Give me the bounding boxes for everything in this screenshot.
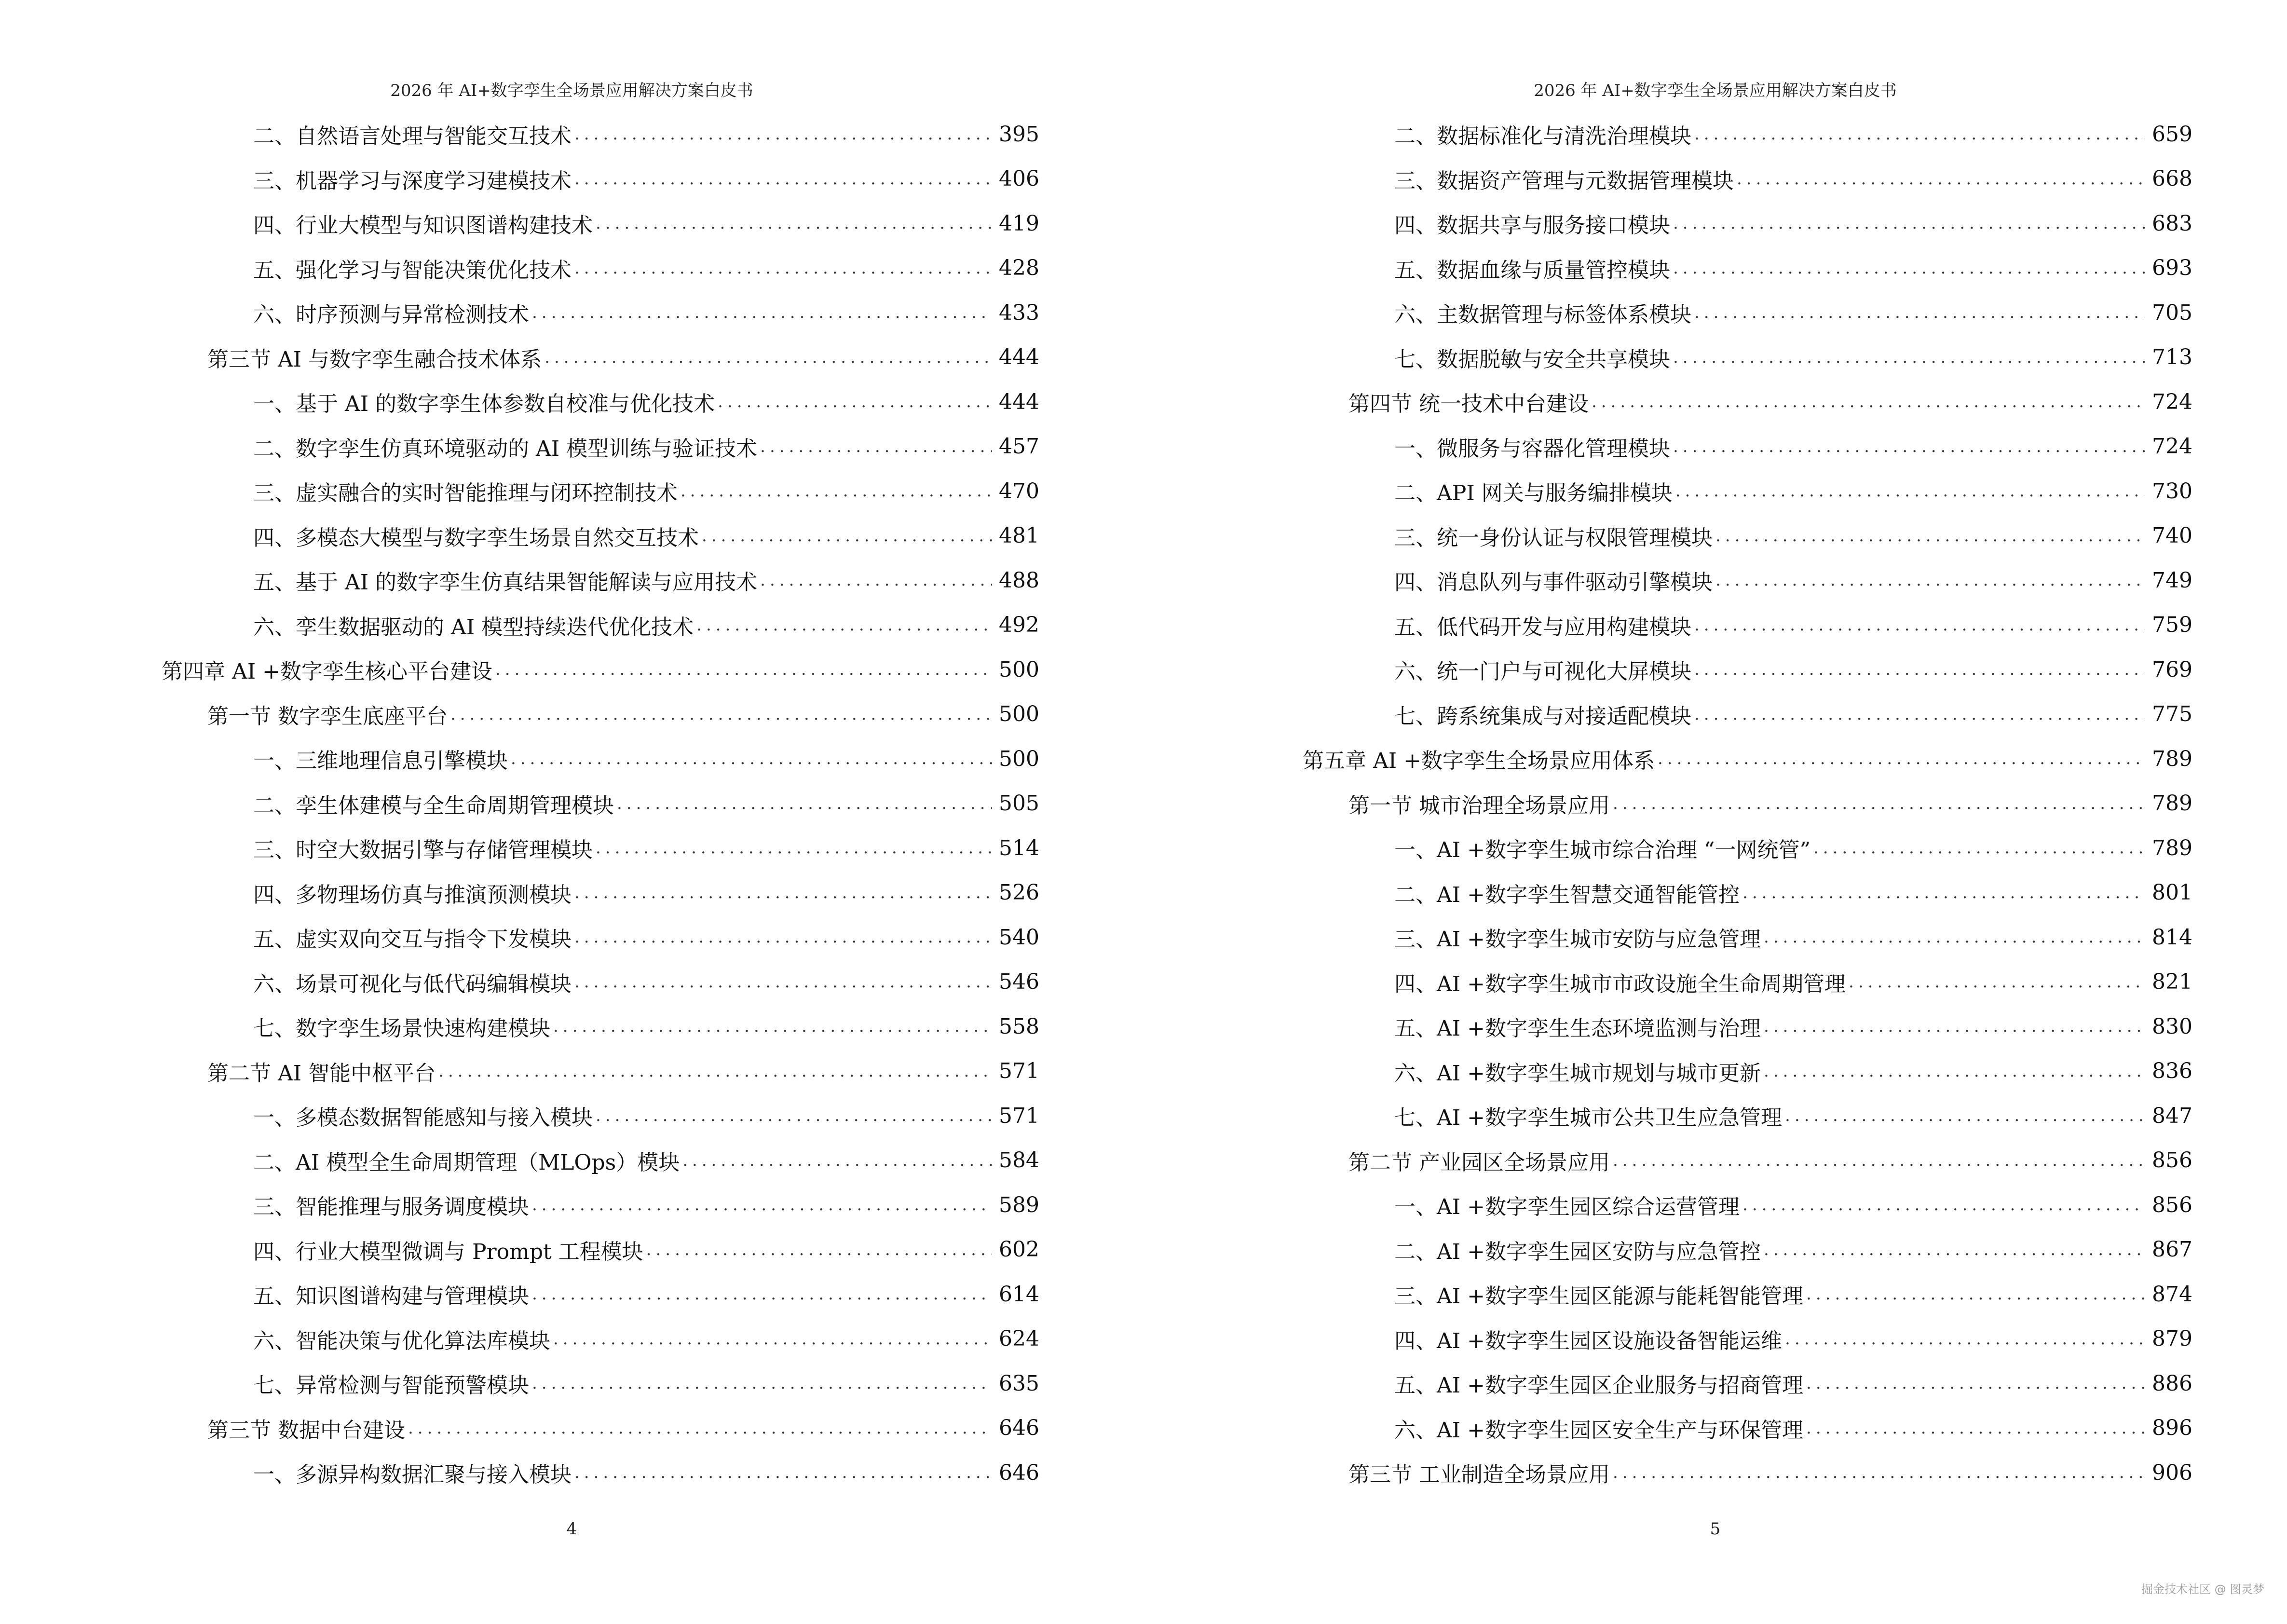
toc-entry-page-number: 789 <box>2152 835 2192 860</box>
toc-entry-title: 四、消息队列与事件驱动引擎模块 <box>1394 570 1713 595</box>
toc-entry-page-number: 584 <box>999 1148 1039 1173</box>
toc-entry[interactable] <box>1303 1406 2192 1451</box>
dot-leader <box>574 124 992 144</box>
dot-leader <box>574 883 992 902</box>
dot-leader <box>760 437 992 456</box>
toc-entry-page-number: 500 <box>999 702 1039 727</box>
toc-entry-title: 七、AI +数字孪生城市公共卫生应急管理 <box>1394 1105 1783 1131</box>
toc-entry[interactable] <box>162 1361 1039 1406</box>
toc-entry-page-number: 821 <box>2152 969 2192 995</box>
toc-entry-title: 六、时序预测与异常检测技术 <box>253 302 529 328</box>
toc-entry[interactable] <box>162 915 1039 960</box>
toc-entry[interactable] <box>162 781 1039 826</box>
dot-leader <box>702 526 992 546</box>
toc-entry-title: 一、AI +数字孪生园区综合运营管理 <box>1394 1195 1740 1220</box>
toc-entry-page-number: 526 <box>999 880 1039 905</box>
toc-entry[interactable] <box>162 1406 1039 1451</box>
toc-entry-title: 第二节 产业园区全场景应用 <box>1348 1150 1610 1175</box>
dot-leader <box>682 1151 992 1170</box>
toc-entry[interactable] <box>162 514 1039 559</box>
toc-entry-title: 三、时空大数据引擎与存储管理模块 <box>253 838 593 863</box>
toc-entry-page-number: 867 <box>2152 1237 2192 1262</box>
dot-leader <box>511 749 992 768</box>
toc-entry-title: 第三节 工业制造全场景应用 <box>1348 1462 1610 1488</box>
dot-leader <box>532 1195 992 1215</box>
dot-leader <box>1764 1017 2145 1036</box>
toc-entry-title: 五、基于 AI 的数字孪生仿真结果智能解读与应用技术 <box>253 570 758 595</box>
toc-entry-page-number: 668 <box>2152 166 2192 191</box>
toc-entry[interactable] <box>162 960 1039 1005</box>
toc-entry-title: 六、统一门户与可视化大屏模块 <box>1394 659 1691 684</box>
toc-entry-page-number: 906 <box>2152 1460 2192 1485</box>
toc-entry-title: 四、AI +数字孪生园区设施设备智能运维 <box>1394 1328 1783 1353</box>
dot-leader <box>1613 1463 2145 1482</box>
toc-entry-page-number: 646 <box>999 1416 1039 1441</box>
toc-entry-page-number: 444 <box>999 345 1039 370</box>
dot-leader <box>596 214 992 233</box>
dot-leader <box>1673 437 2145 456</box>
toc-entry-page-number: 481 <box>999 523 1039 548</box>
toc-entry[interactable] <box>1303 1272 2192 1317</box>
toc-entry-title: 四、多模态大模型与数字孪生场景自然交互技术 <box>253 525 699 550</box>
toc-entry[interactable] <box>1303 558 2192 603</box>
dot-leader <box>532 1284 992 1304</box>
toc-entry-page-number: 492 <box>999 613 1039 638</box>
toc-entry[interactable] <box>1303 781 2192 826</box>
toc-entry-title: 三、数据资产管理与元数据管理模块 <box>1394 168 1734 193</box>
toc-entry[interactable] <box>1303 1049 2192 1094</box>
toc-entry[interactable] <box>1303 424 2192 469</box>
dot-leader <box>646 1240 992 1259</box>
toc-entry-page-number: 457 <box>999 434 1039 459</box>
toc-entry-page-number: 395 <box>999 122 1039 147</box>
toc-entry-page-number: 505 <box>999 791 1039 816</box>
dot-leader <box>545 348 992 367</box>
toc-entry-title: 四、数据共享与服务接口模块 <box>1394 213 1670 238</box>
toc-entry[interactable] <box>162 1272 1039 1317</box>
toc-entry-title: 二、数字孪生仿真环境驱动的 AI 模型训练与验证技术 <box>253 436 758 461</box>
toc-entry-page-number: 500 <box>999 657 1039 682</box>
toc-entry[interactable] <box>1303 960 2192 1005</box>
dot-leader <box>532 1374 992 1393</box>
toc-entry-page-number: 571 <box>999 1103 1039 1128</box>
toc-entry-page-number: 874 <box>2152 1282 2192 1307</box>
toc-entry[interactable] <box>1303 1317 2192 1362</box>
toc-entry[interactable] <box>162 380 1039 424</box>
toc-entry-page-number: 514 <box>999 835 1039 860</box>
dot-leader <box>1694 705 2145 724</box>
toc-entry-title: 三、AI +数字孪生城市安防与应急管理 <box>1394 927 1761 952</box>
toc-entry-title: 六、孪生数据驱动的 AI 模型持续迭代优化技术 <box>253 614 694 640</box>
toc-entry-page-number: 705 <box>2152 300 2192 325</box>
toc-entry-page-number: 886 <box>2152 1371 2192 1396</box>
toc-entry-page-number: 546 <box>999 969 1039 995</box>
toc-entry-title: 第五章 AI +数字孪生全场景应用体系 <box>1303 749 1655 774</box>
toc-entry-page-number: 769 <box>2152 657 2192 682</box>
toc-entry[interactable] <box>1303 469 2192 514</box>
toc-entry[interactable] <box>162 1183 1039 1228</box>
dot-leader <box>574 972 992 992</box>
dot-leader <box>495 660 992 679</box>
toc-entry-title: 二、AI 模型全生命周期管理（MLOps）模块 <box>253 1150 680 1175</box>
toc-entry-page-number: 724 <box>2152 434 2192 459</box>
toc-entry-title: 七、数据脱敏与安全共享模块 <box>1394 347 1670 372</box>
toc-entry-title: 四、行业大模型与知识图谱构建技术 <box>253 213 593 238</box>
dot-leader <box>1764 1062 2145 1081</box>
toc-entry-page-number: 500 <box>999 746 1039 771</box>
toc-entry[interactable] <box>162 1450 1039 1495</box>
dot-leader <box>1737 169 2145 189</box>
dot-leader <box>1785 1329 2145 1349</box>
toc-entry-page-number: 589 <box>999 1192 1039 1217</box>
toc-entry-title: 一、基于 AI 的数字孪生体参数自校准与优化技术 <box>253 392 715 417</box>
dot-leader <box>696 615 992 635</box>
toc-entry[interactable] <box>1303 647 2192 692</box>
dot-leader <box>1694 660 2145 679</box>
toc-entry-page-number: 740 <box>2152 523 2192 548</box>
toc-entry-title: 一、微服务与容器化管理模块 <box>1394 436 1670 461</box>
toc-entry-page-number: 847 <box>2152 1103 2192 1128</box>
toc-entry[interactable] <box>162 290 1039 335</box>
dot-leader <box>718 392 992 411</box>
toc-entry-title: 三、机器学习与深度学习建模技术 <box>253 168 572 193</box>
toc-entry-title: 六、场景可视化与低代码编辑模块 <box>253 971 572 996</box>
toc-entry-title: 六、主数据管理与标签体系模块 <box>1394 302 1691 328</box>
toc-entry-title: 五、AI +数字孪生生态环境监测与治理 <box>1394 1016 1761 1041</box>
toc-entry[interactable] <box>1303 514 2192 559</box>
toc-entry[interactable] <box>1303 1004 2192 1049</box>
dot-leader <box>1813 838 2145 858</box>
toc-entry[interactable] <box>162 1004 1039 1049</box>
toc-entry-title: 一、三维地理信息引擎模块 <box>253 749 508 774</box>
toc-entry[interactable] <box>1303 737 2192 781</box>
toc-entry-page-number: 470 <box>999 478 1039 504</box>
toc-entry[interactable] <box>1303 112 2192 157</box>
dot-leader <box>1673 348 2145 367</box>
toc-entry[interactable] <box>162 201 1039 246</box>
dot-leader <box>532 303 992 322</box>
toc-entry-title: 第四章 AI +数字孪生核心平台建设 <box>162 659 492 684</box>
toc-entry[interactable] <box>1303 246 2192 291</box>
toc-entry-title: 四、行业大模型微调与 Prompt 工程模块 <box>253 1239 643 1264</box>
table-of-contents <box>1303 112 2192 1495</box>
dot-leader <box>1806 1419 2145 1438</box>
toc-entry-title: 四、AI +数字孪生城市市政设施全生命周期管理 <box>1394 971 1846 996</box>
toc-entry[interactable] <box>162 1049 1039 1094</box>
toc-entry-title: 第三节 AI 与数字孪生融合技术体系 <box>207 347 542 372</box>
toc-entry[interactable] <box>1303 157 2192 202</box>
toc-entry-title: 七、数字孪生场景快速构建模块 <box>253 1016 550 1041</box>
toc-entry-page-number: 624 <box>999 1326 1039 1351</box>
toc-entry-page-number: 724 <box>2152 389 2192 414</box>
toc-entry-title: 二、API 网关与服务编排模块 <box>1394 481 1673 506</box>
toc-entry-title: 一、多模态数据智能感知与接入模块 <box>253 1105 593 1131</box>
toc-entry-title: 五、知识图谱构建与管理模块 <box>253 1284 529 1309</box>
dot-leader <box>1849 972 2145 992</box>
toc-entry-title: 二、自然语言处理与智能交互技术 <box>253 124 572 149</box>
dot-leader <box>1673 259 2145 278</box>
dot-leader <box>1806 1284 2145 1304</box>
toc-entry-page-number: 856 <box>2152 1192 2192 1217</box>
toc-entry-page-number: 540 <box>999 925 1039 950</box>
toc-entry-page-number: 614 <box>999 1282 1039 1307</box>
dot-leader <box>574 259 992 278</box>
toc-entry-title: 七、异常检测与智能预警模块 <box>253 1373 529 1398</box>
toc-entry[interactable] <box>1303 915 2192 960</box>
toc-entry-page-number: 759 <box>2152 613 2192 638</box>
page-number: 5 <box>1710 1519 1721 1539</box>
toc-entry-title: 三、统一身份认证与权限管理模块 <box>1394 525 1713 550</box>
toc-entry[interactable] <box>1303 603 2192 648</box>
dot-leader <box>617 794 992 813</box>
toc-entry[interactable] <box>1303 1138 2192 1183</box>
dot-leader <box>1694 124 2145 144</box>
dot-leader <box>1694 615 2145 635</box>
toc-entry-title: 三、智能推理与服务调度模块 <box>253 1195 529 1220</box>
toc-entry[interactable] <box>162 826 1039 871</box>
dot-leader <box>1673 214 2145 233</box>
toc-entry[interactable] <box>1303 1183 2192 1228</box>
dot-leader <box>1742 883 2145 902</box>
toc-entry[interactable] <box>1303 826 2192 871</box>
toc-entry-page-number: 749 <box>2152 568 2192 593</box>
toc-entry-title: 六、AI +数字孪生城市规划与城市更新 <box>1394 1061 1761 1086</box>
dot-leader <box>760 571 992 590</box>
toc-entry-title: 一、多源异构数据汇聚与接入模块 <box>253 1462 572 1488</box>
toc-entry[interactable] <box>162 558 1039 603</box>
toc-entry-page-number: 683 <box>2152 211 2192 236</box>
dot-leader <box>1675 481 2145 501</box>
toc-entry-title: 四、多物理场仿真与推演预测模块 <box>253 882 572 907</box>
dot-leader <box>681 481 992 501</box>
toc-entry-page-number: 814 <box>2152 925 2192 950</box>
toc-entry[interactable] <box>162 1317 1039 1362</box>
toc-entry-page-number: 406 <box>999 166 1039 191</box>
dot-leader <box>408 1419 992 1438</box>
dot-leader <box>1694 303 2145 322</box>
toc-entry-page-number: 836 <box>2152 1059 2192 1084</box>
toc-entry[interactable] <box>1303 1093 2192 1138</box>
dot-leader <box>1715 526 2145 546</box>
dot-leader <box>1806 1374 2145 1393</box>
toc-entry[interactable] <box>1303 1361 2192 1406</box>
toc-entry[interactable] <box>162 737 1039 781</box>
dot-leader <box>1613 794 2145 813</box>
toc-entry-title: 二、AI +数字孪生智慧交通智能管控 <box>1394 882 1740 907</box>
dot-leader <box>1658 749 2145 768</box>
toc-entry-page-number: 433 <box>999 300 1039 325</box>
toc-entry-title: 六、智能决策与优化算法库模块 <box>253 1328 550 1353</box>
toc-entry-title: 二、数据标准化与清洗治理模块 <box>1394 124 1691 149</box>
dot-leader <box>1592 392 2145 411</box>
dot-leader <box>553 1329 992 1349</box>
dot-leader <box>574 1463 992 1482</box>
toc-entry[interactable] <box>162 246 1039 291</box>
toc-entry[interactable] <box>162 603 1039 648</box>
toc-entry-title: 第二节 AI 智能中枢平台 <box>207 1061 436 1086</box>
toc-entry[interactable] <box>162 424 1039 469</box>
toc-entry[interactable] <box>162 469 1039 514</box>
toc-entry-title: 第四节 统一技术中台建设 <box>1348 392 1589 417</box>
toc-entry[interactable] <box>162 871 1039 915</box>
dot-leader <box>1785 1106 2145 1125</box>
dot-leader <box>1764 928 2145 947</box>
toc-entry-title: 二、AI +数字孪生园区安防与应急管控 <box>1394 1239 1761 1264</box>
dot-leader <box>1715 571 2145 590</box>
toc-entry-page-number: 801 <box>2152 880 2192 905</box>
toc-entry[interactable] <box>1303 692 2192 737</box>
toc-entry-page-number: 635 <box>999 1371 1039 1396</box>
toc-entry-title: 第一节 数字孪生底座平台 <box>207 704 448 729</box>
toc-entry[interactable] <box>1303 201 2192 246</box>
dot-leader <box>1613 1151 2145 1170</box>
toc-entry[interactable] <box>1303 335 2192 380</box>
dot-leader <box>1764 1240 2145 1259</box>
toc-entry-page-number: 488 <box>999 568 1039 593</box>
toc-entry[interactable] <box>162 157 1039 202</box>
toc-entry-page-number: 693 <box>2152 256 2192 281</box>
toc-entry-title: 三、AI +数字孪生园区能源与能耗智能管理 <box>1394 1284 1804 1309</box>
toc-entry[interactable] <box>162 647 1039 692</box>
page-header: 2026 年 AI+数字孪生全场景应用解决方案白皮书 <box>1534 81 1897 100</box>
dot-leader <box>438 1062 992 1081</box>
toc-entry-title: 三、虚实融合的实时智能推理与闭环控制技术 <box>253 481 678 506</box>
toc-entry-page-number: 444 <box>999 389 1039 414</box>
toc-entry-page-number: 856 <box>2152 1148 2192 1173</box>
right-page <box>1144 0 2287 1624</box>
toc-entry-title: 六、AI +数字孪生园区安全生产与环保管理 <box>1394 1418 1804 1443</box>
watermark-text: 掘金技术社区 @ 图灵梦 <box>2141 1583 2265 1596</box>
page-number: 4 <box>566 1519 577 1539</box>
toc-entry-page-number: 571 <box>999 1059 1039 1084</box>
dot-leader <box>574 169 992 189</box>
toc-entry[interactable] <box>162 1228 1039 1272</box>
toc-entry-page-number: 558 <box>999 1014 1039 1039</box>
toc-entry[interactable] <box>162 1138 1039 1183</box>
toc-entry-page-number: 775 <box>2152 702 2192 727</box>
toc-entry-title: 五、虚实双向交互与指令下发模块 <box>253 927 572 952</box>
toc-entry[interactable] <box>162 112 1039 157</box>
toc-entry-page-number: 659 <box>2152 122 2192 147</box>
toc-entry-title: 第三节 数据中台建设 <box>207 1418 405 1443</box>
toc-entry-page-number: 428 <box>999 256 1039 281</box>
toc-entry-title: 五、强化学习与智能决策优化技术 <box>253 258 572 283</box>
toc-entry-page-number: 646 <box>999 1460 1039 1485</box>
toc-entry-title: 一、AI +数字孪生城市综合治理 “一网统管” <box>1394 838 1811 863</box>
toc-entry-page-number: 713 <box>2152 345 2192 370</box>
dot-leader <box>553 1017 992 1036</box>
toc-entry-page-number: 879 <box>2152 1326 2192 1351</box>
page-header: 2026 年 AI+数字孪生全场景应用解决方案白皮书 <box>390 81 753 100</box>
table-of-contents <box>162 112 1039 1495</box>
toc-entry-title: 七、跨系统集成与对接适配模块 <box>1394 704 1691 729</box>
dot-leader <box>1742 1195 2145 1215</box>
toc-entry[interactable] <box>162 692 1039 737</box>
toc-entry-title: 五、AI +数字孪生园区企业服务与招商管理 <box>1394 1373 1804 1398</box>
toc-entry[interactable] <box>1303 380 2192 424</box>
toc-entry-page-number: 896 <box>2152 1416 2192 1441</box>
toc-entry-title: 五、数据血缘与质量管控模块 <box>1394 258 1670 283</box>
toc-entry[interactable] <box>1303 871 2192 915</box>
toc-entry-page-number: 602 <box>999 1237 1039 1262</box>
toc-entry[interactable] <box>162 1093 1039 1138</box>
dot-leader <box>450 705 992 724</box>
toc-entry-page-number: 730 <box>2152 478 2192 504</box>
dot-leader <box>596 1106 992 1125</box>
toc-entry-title: 五、低代码开发与应用构建模块 <box>1394 614 1691 640</box>
toc-entry-page-number: 789 <box>2152 746 2192 771</box>
toc-entry[interactable] <box>162 335 1039 380</box>
toc-entry-title: 二、孪生体建模与全生命周期管理模块 <box>253 793 614 818</box>
toc-entry-title: 第一节 城市治理全场景应用 <box>1348 793 1610 818</box>
toc-entry[interactable] <box>1303 290 2192 335</box>
dot-leader <box>596 838 992 858</box>
toc-entry[interactable] <box>1303 1450 2192 1495</box>
toc-entry-page-number: 419 <box>999 211 1039 236</box>
toc-entry-page-number: 830 <box>2152 1014 2192 1039</box>
toc-entry-page-number: 789 <box>2152 791 2192 816</box>
toc-entry[interactable] <box>1303 1228 2192 1272</box>
dot-leader <box>574 928 992 947</box>
